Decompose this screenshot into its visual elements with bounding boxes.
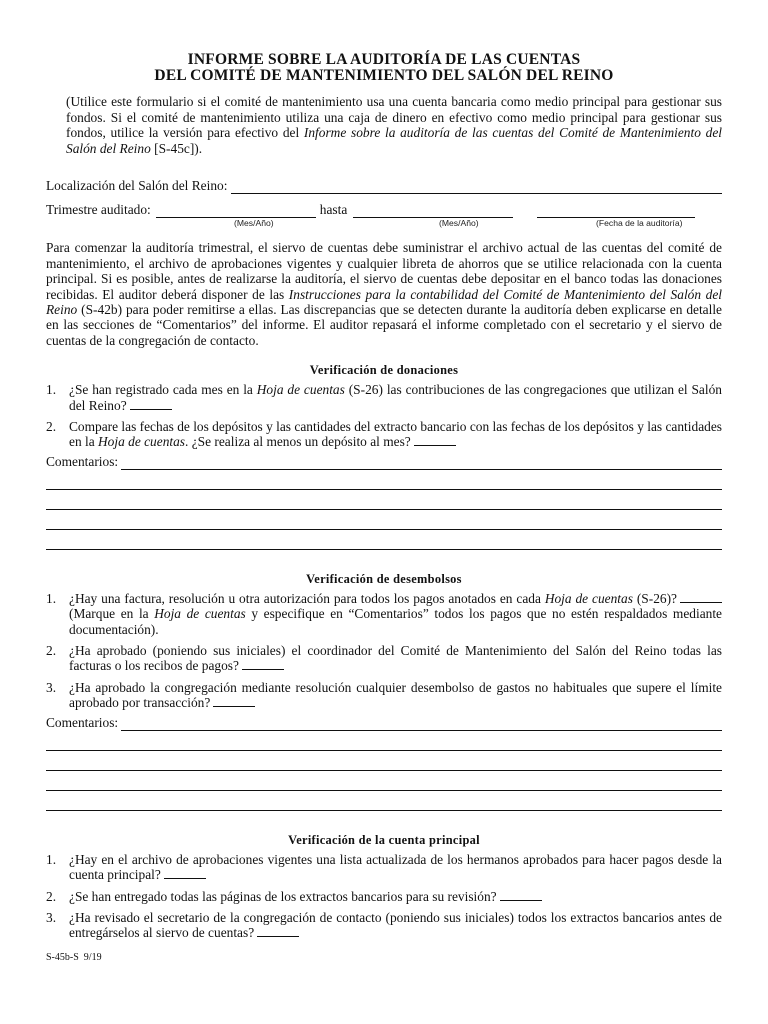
intro-italic: Informe sobre la auditoría de las cuentas del Comité de Mantenimiento del Salón del Reino bbox=[66, 125, 722, 156]
comments-line[interactable] bbox=[46, 509, 722, 510]
quarter-row bbox=[46, 202, 722, 232]
answer-blank[interactable] bbox=[242, 658, 284, 670]
answer-blank[interactable] bbox=[164, 867, 206, 879]
disbursements-question-1: 1. ¿Hay una factura, resolución u otra autorización para todos los pagos anotados en cada Hoja de cuentas (S-26)? (Marque en la Hoja de cuentas y especifique en “Comentarios” todos los pagos que no estén respaldados mediante documentación). bbox=[46, 590, 722, 637]
answer-blank[interactable] bbox=[257, 925, 299, 937]
donations-question-1: 1. ¿Se han registrado cada mes en la Hoja de cuentas (S-26) las contribuciones de las congregaciones que utilizan el Salón del Reino? bbox=[46, 382, 722, 413]
until-label: hasta bbox=[319, 202, 348, 218]
comments-line[interactable] bbox=[46, 489, 722, 490]
disbursements-comments bbox=[46, 715, 722, 731]
caption-audit-date: (Fecha de la auditoría) bbox=[596, 218, 683, 229]
caption-month-year-end: (Mes/Año) bbox=[439, 218, 479, 229]
intro-text-2: [S-45c]). bbox=[150, 140, 203, 156]
main-account-question-1: 1. ¿Hay en el archivo de aprobaciones vigentes una lista actualizada de los hermanos aprobados para hacer pagos desde la cuenta principal? bbox=[46, 851, 722, 883]
intro-text-1: (Utilice este formulario si el comité de mantenimiento usa una cuenta bancaria como medio principal para gestionar sus fondos. Si el comité de mantenimiento utiliza una caja de dinero en efectivo como medio principal para gestionar sus fondos, utilice la versión para efectivo del bbox=[66, 94, 722, 141]
donations-comments bbox=[46, 454, 722, 470]
location-label: Localización del Salón del Reino: bbox=[46, 178, 228, 194]
answer-blank[interactable] bbox=[130, 398, 172, 410]
form-page bbox=[46, 52, 722, 941]
form-footer bbox=[46, 952, 102, 963]
comments-line[interactable] bbox=[46, 770, 722, 771]
title-line-2: DEL COMITÉ DE MANTENIMIENTO DEL SALÓN DEL REINO bbox=[154, 67, 614, 84]
audit-date-field[interactable] bbox=[537, 205, 695, 218]
comments-label: Comentarios: bbox=[46, 714, 119, 730]
comments-label: Comentarios: bbox=[46, 453, 119, 469]
section-heading-disbursements: Verificación de desembolsos bbox=[306, 571, 462, 586]
answer-blank[interactable] bbox=[213, 695, 255, 707]
comments-line[interactable] bbox=[121, 456, 722, 470]
quarter-label: Trimestre auditado: bbox=[46, 202, 151, 218]
comments-line[interactable] bbox=[46, 529, 722, 530]
quarter-end-field[interactable] bbox=[353, 205, 513, 218]
comments-line[interactable] bbox=[46, 790, 722, 791]
comments-line[interactable] bbox=[121, 717, 722, 731]
form-title bbox=[46, 52, 722, 84]
form-date: 9/19 bbox=[83, 952, 102, 963]
instructions-paragraph: Para comenzar la auditoría trimestral, el siervo de cuentas debe suministrar el archivo actual de las cuentas del comité de mantenimiento, el archivo de aprobaciones vigentes y cualquier libreta de ahorros que se utilice relacionada con la cuenta principal. Si es posible, antes de realizarse la auditoría, el siervo de cuentas debe depositar en el banco todas las donaciones recibidas. El auditor deberá disponer de las Instrucciones para la contabilidad del Comité de Mantenimiento del Salón del Reino (S-42b) para poder remitirse a ellas. Las discrepancias que se detecten durante la auditoría deben explicarse en detalle en las secciones de “Comentarios” del informe. El auditor repasará el informe completado con el secretario y el siervo de cuentas de la congregación de contacto. bbox=[46, 240, 722, 348]
comments-line[interactable] bbox=[46, 810, 722, 811]
answer-blank[interactable] bbox=[500, 889, 542, 901]
comments-line[interactable] bbox=[46, 549, 722, 550]
quarter-start-field[interactable] bbox=[156, 205, 316, 218]
comments-line[interactable] bbox=[46, 750, 722, 751]
disbursements-question-3: 3. ¿Ha aprobado la congregación mediante resolución cualquier desembolso de gastos no habituales que supere el límite aprobado por transacción? bbox=[46, 679, 722, 711]
section-heading-donations: Verificación de donaciones bbox=[309, 363, 459, 378]
caption-month-year-start: (Mes/Año) bbox=[234, 218, 274, 229]
main-account-question-3: 3. ¿Ha revisado el secretario de la congregación de contacto (poniendo sus iniciales) todos los extractos bancarios antes de entregárselos al siervo de cuentas? bbox=[46, 909, 722, 941]
main-account-question-2: 2. ¿Se han entregado todas las páginas de los extractos bancarios para su revisión? bbox=[46, 889, 722, 904]
answer-blank[interactable] bbox=[414, 434, 456, 446]
section-heading-main-account: Verificación de la cuenta principal bbox=[288, 832, 480, 847]
intro-note bbox=[66, 94, 722, 156]
answer-blank[interactable] bbox=[680, 591, 722, 603]
title-line-1: INFORME SOBRE LA AUDITORÍA DE LAS CUENTAS bbox=[187, 51, 581, 68]
location-row bbox=[46, 178, 722, 194]
location-field[interactable] bbox=[231, 180, 722, 194]
disbursements-question-2: 2. ¿Ha aprobado (poniendo sus iniciales) el coordinador del Comité de Mantenimiento del Salón del Reino todas las facturas o los recibos de pagos? bbox=[46, 643, 722, 674]
donations-question-2: 2. Compare las fechas de los depósitos y las cantidades del extracto bancario con las fechas de los depósitos y las cantidades en la Hoja de cuentas. ¿Se realiza al menos un depósito al mes? bbox=[46, 419, 722, 450]
form-code: S-45b-S bbox=[46, 952, 79, 963]
